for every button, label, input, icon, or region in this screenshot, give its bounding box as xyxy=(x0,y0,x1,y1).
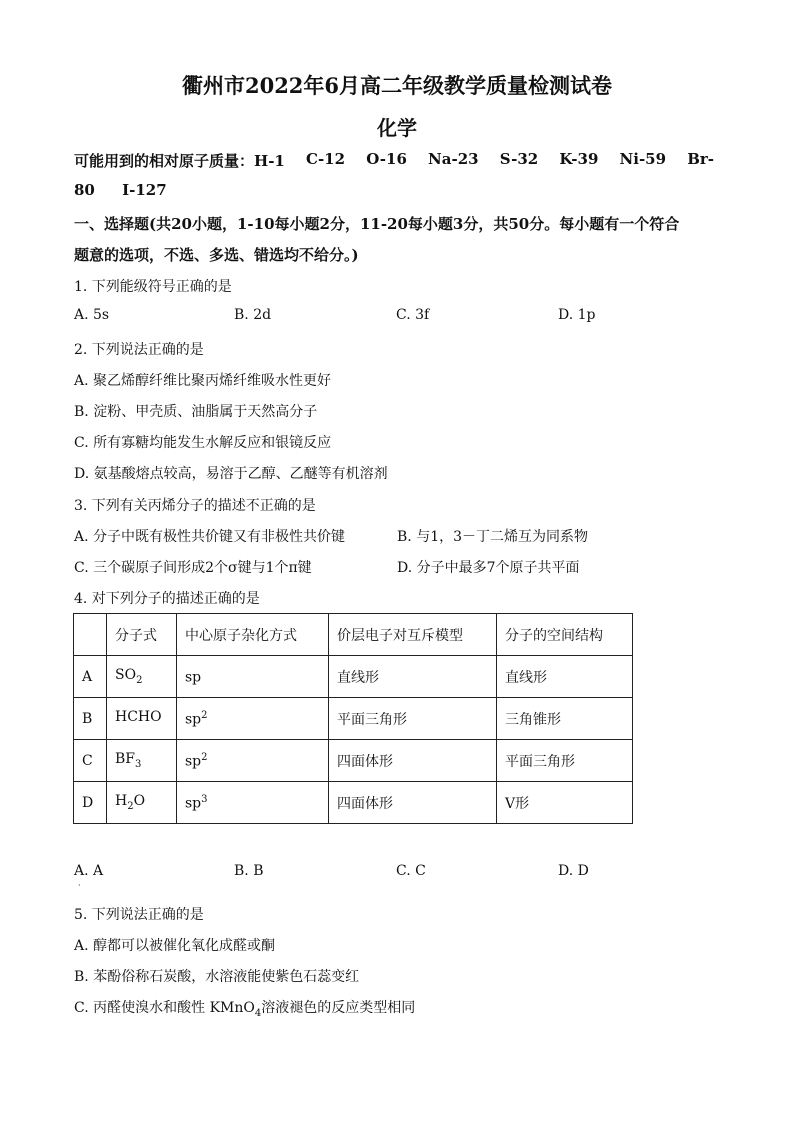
formula-cell: $H_2O$ xyxy=(107,782,177,824)
subject-title: 化学 xyxy=(377,116,417,140)
option-c[interactable]: C. 丙醛使溴水和酸性 KMnO$_4$溶液褪色的反应类型相同 xyxy=(74,1000,416,1019)
section-heading-cont: 题意的选项，不选、多选、错选均不给分。) xyxy=(74,246,359,264)
atomic-mass-label: 可能用到的相对原子质量：H-1 xyxy=(74,152,285,170)
table-row xyxy=(74,782,633,824)
row-label: C xyxy=(74,740,107,782)
table-header-cell: 中心原子杂化方式 xyxy=(177,614,329,656)
table-row xyxy=(74,698,633,740)
exam-title: 衢州市2022年6月高二年级教学质量检测试卷 xyxy=(181,73,613,98)
stray-dot-mark: · xyxy=(78,881,81,890)
hybridization-cell: $sp^2$ xyxy=(177,698,329,740)
option-d[interactable]: D. 分子中最多7个原子共平面 xyxy=(397,560,580,576)
question-3-stem: 3. 下列有关丙烯分子的描述不正确的是 xyxy=(74,498,316,514)
atomic-mass-item: I-127 xyxy=(122,181,167,199)
atomic-mass-line-2 xyxy=(74,181,189,199)
atomic-mass-line-1 xyxy=(74,150,714,171)
shape-cell: 平面三角形 xyxy=(497,740,633,782)
option-b[interactable]: B. B xyxy=(234,863,264,879)
atomic-mass-item: K-39 xyxy=(559,150,599,168)
option-d[interactable]: D. D xyxy=(558,863,589,879)
option-c[interactable]: C. 三个碳原子间形成2个σ键与1个π键 xyxy=(74,560,312,576)
question-5-stem: 5. 下列说法正确的是 xyxy=(74,907,204,923)
table-row xyxy=(74,740,633,782)
row-label: A xyxy=(74,656,107,698)
vsepr-cell: 四面体形 xyxy=(329,740,497,782)
hybridization-cell: $sp^2$ xyxy=(177,740,329,782)
option-b[interactable]: B. 苯酚俗称石炭酸，水溶液能使紫色石蕊变红 xyxy=(74,969,360,985)
hybridization-cell: sp xyxy=(177,656,329,698)
shape-cell: 直线形 xyxy=(497,656,633,698)
atomic-mass-item: O-16 xyxy=(366,150,407,168)
option-c[interactable]: C. 所有寡糖均能发生水解反应和银镜反应 xyxy=(74,435,332,451)
option-a[interactable]: A. 醇都可以被催化氧化成醛或酮 xyxy=(74,938,276,954)
atomic-mass-item: Br- xyxy=(687,150,714,168)
option-b[interactable]: B. 与1，3－丁二烯互为同系物 xyxy=(397,529,589,545)
section-heading: 一、选择题(共20小题，1-10每小题2分，11-20每小题3分，共50分。每小题有一个符合 xyxy=(74,215,680,233)
atomic-mass-item: C-12 xyxy=(306,150,346,168)
table-header-cell: 分子式 xyxy=(107,614,177,656)
vsepr-cell: 平面三角形 xyxy=(329,698,497,740)
atomic-mass-item: Na-23 xyxy=(428,150,479,168)
table-header-cell: 价层电子对互斥模型 xyxy=(329,614,497,656)
option-a[interactable]: A. 聚乙烯醇纤维比聚丙烯纤维吸水性更好 xyxy=(74,373,332,389)
table-header-row xyxy=(74,614,633,656)
option-c[interactable]: C. C xyxy=(396,863,426,879)
option-b[interactable]: B. 2d xyxy=(234,307,272,323)
option-a[interactable]: A. 5s xyxy=(74,307,110,323)
molecule-table xyxy=(73,613,633,824)
atomic-mass-item: 80 xyxy=(74,181,95,199)
option-d[interactable]: D. 氨基酸熔点较高，易溶于乙醇、乙醚等有机溶剂 xyxy=(74,466,388,482)
shape-cell: V形 xyxy=(497,782,633,824)
table-header-cell xyxy=(74,614,107,656)
formula-cell: $BF_3$ xyxy=(107,740,177,782)
formula-cell: $SO_2$ xyxy=(107,656,177,698)
vsepr-cell: 直线形 xyxy=(329,656,497,698)
vsepr-cell: 四面体形 xyxy=(329,782,497,824)
row-label: B xyxy=(74,698,107,740)
shape-cell: 三角锥形 xyxy=(497,698,633,740)
table-header-cell: 分子的空间结构 xyxy=(497,614,633,656)
question-1-stem: 1. 下列能级符号正确的是 xyxy=(74,279,232,295)
option-c[interactable]: C. 3f xyxy=(396,307,430,323)
option-a[interactable]: A. 分子中既有极性共价键又有非极性共价键 xyxy=(74,529,346,545)
option-a[interactable]: A. A xyxy=(74,863,104,879)
table-row xyxy=(74,656,633,698)
option-d[interactable]: D. 1p xyxy=(558,307,596,323)
atomic-mass-item: S-32 xyxy=(499,150,539,168)
hybridization-cell: $sp^3$ xyxy=(177,782,329,824)
question-4-stem: 4. 对下列分子的描述正确的是 xyxy=(74,591,260,607)
atomic-mass-item: Ni-59 xyxy=(619,150,667,168)
row-label: D xyxy=(74,782,107,824)
option-b[interactable]: B. 淀粉、甲壳质、油脂属于天然高分子 xyxy=(74,404,318,420)
formula-cell: HCHO xyxy=(107,698,177,740)
question-2-stem: 2. 下列说法正确的是 xyxy=(74,342,204,358)
